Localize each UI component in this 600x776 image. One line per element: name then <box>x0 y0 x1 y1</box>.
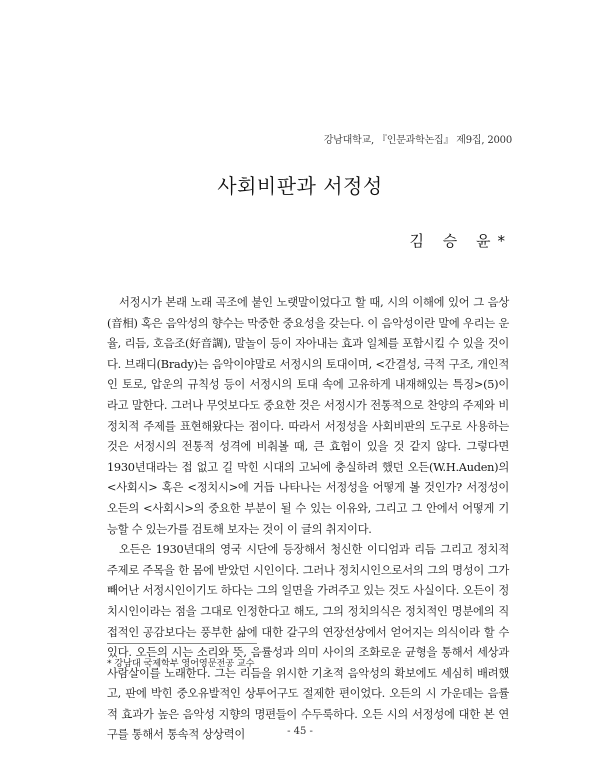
article-title: 사회비판과 서정성 <box>217 174 383 198</box>
body-paragraph: 서정시가 본래 노래 곡조에 붙인 노랫말이었다고 할 때, 시의 이해에 있어 그 음상(音相) 혹은 음악성의 향수는 막중한 중요성을 갖는다. 이 음악성이란 말에 우리는 운율, 리듬, 호음조(好音調), 말놀이 등이 자아내는 효과 일체를 포함시킬 수 있을 것이다. 브래디(Brady)는 음악이야말로 서정시의 토대이며, <간결성, 극적 구조, 개인적인 토로, 압운의 규칙성 등이 서정시의 토대 속에 고유하게 내재해있는 특징>(5)이라고 말한다. 그러나 무엇보다도 중요한 것은 서정시가 전통적으로 찬양의 주제와 비정치적 주제를 표현해왔다는 점이다. 따라서 서정성을 사회비판의 도구로 사용하는 것은 서정시의 전통적 성격에 비춰볼 때, 큰 효험이 있을 것 같지 않다. 그렇다면 1930년대라는 접 없고 길 막힌 시대의 고뇌에 충실하려 했던 오든(W.H.Auden)의 <사회시> 혹은 <정치시>에 거듭 나타나는 서정성을 어떻게 볼 것인가? 서정성이 오든의 <사회시>의 중요한 부분이 될 수 있는 이유와, 그리고 그 안에서 어떻게 기능할 수 있는가를 검토해 보자는 것이 이 글의 취지이다. <box>107 296 509 536</box>
body-paragraph: 오든은 1930년대의 영국 시단에 등장해서 청신한 이디엄과 리듬 그리고 정치적 주제로 주목을 한 몸에 받았던 시인이다. 그러나 정치시인으로서의 그의 명성이 그가 빼어난 서정시인이기도 하다는 그의 일면을 가려주고 있는 것도 사실이다. 오든이 정치시인이라는 점을 그대로 인정한다고 해도, 그의 정치의식은 정치적인 명분에의 직접적인 공감보다는 풍부한 삶에 대한 갈구의 연장선상에서 얻어지는 의식이라 할 수 있다. 오든의 시는 소리와 뜻, 음률성과 의미 사이의 조화로운 균형을 통해서 세상과 사람살이를 노래한다. 그는 리듬을 위시한 기초적 음악성의 확보에도 세심히 배려했고, 판에 박힌 중오유발적인 상투어구도 절제한 편이었다. 오든의 시 가운데는 음률적 효과가 높은 음악성 지향의 명편들이 수두룩하다. 오든 시의 서정성에 대한 본 연구를 통해서 통속적 상상력이 <box>107 543 509 742</box>
page-number: - 45 - <box>287 726 313 737</box>
author-name: 김 승 윤* <box>409 232 512 250</box>
journal-citation: 강남대학교, 『인문과학논집』 제9집, 2000 <box>323 135 512 146</box>
article-body <box>107 293 509 746</box>
footnote-divider <box>107 643 257 644</box>
author-footnote: * 강남대 국제학부 영어영문전공 교수 <box>107 658 255 669</box>
